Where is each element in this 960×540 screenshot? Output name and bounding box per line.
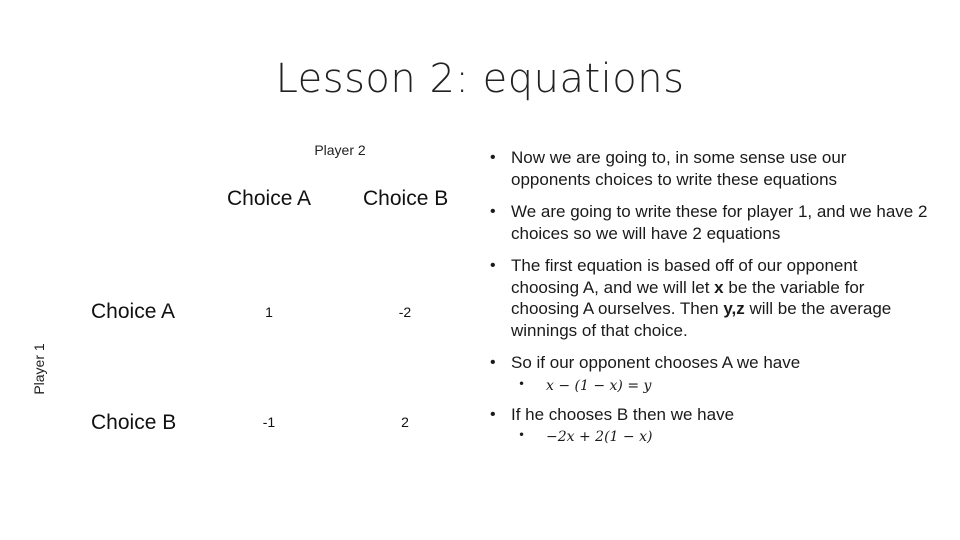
- variable-x: x: [714, 277, 724, 297]
- bullet-dot-icon: •: [518, 376, 526, 391]
- payoff-cell-ab: -2: [398, 304, 412, 320]
- bullet-dot-icon: •: [490, 354, 496, 371]
- payoff-cell-aa: 1: [265, 304, 273, 320]
- bullet-text: We are going to write these for player 1, and we have 2 choices so we will have 2 equations: [511, 202, 928, 243]
- bullet-item: [490, 201, 930, 244]
- bullet-list: [490, 147, 930, 455]
- bullet-text: will be the average winnings of that choice.: [511, 299, 892, 340]
- row-header-choice-a: Choice A: [91, 300, 176, 323]
- bullet-text: Now we are going to, in some sense use our opponents choices to write these equations: [511, 148, 847, 189]
- column-header-choice-a: Choice A: [227, 187, 312, 210]
- player1-label: Player 1: [31, 343, 47, 395]
- bullet-text: So if our opponent chooses A we have: [511, 353, 801, 372]
- bullet-dot-icon: •: [518, 428, 526, 442]
- bullet-dot-icon: •: [490, 203, 496, 220]
- equation-2: −2x + 2(1 − x): [546, 429, 653, 445]
- sub-bullet-equation: [490, 427, 930, 447]
- bullet-text: If he chooses B then we have: [511, 404, 735, 424]
- payoff-cell-ba: -1: [262, 414, 276, 430]
- bullet-item: [490, 352, 930, 374]
- bullet-item: [490, 255, 930, 341]
- bullet-item: [490, 147, 930, 190]
- bullet-dot-icon: •: [490, 149, 496, 166]
- row-header-choice-b: Choice B: [91, 411, 177, 434]
- column-header-choice-b: Choice B: [363, 187, 449, 210]
- bullet-text: be the variable for choosing A ourselves. Then: [511, 277, 865, 318]
- sub-bullet-equation: [490, 376, 930, 396]
- bullet-dot-icon: •: [490, 405, 496, 423]
- equation-1: x − (1 − x) = y: [546, 377, 652, 394]
- variable-yz: y,z: [723, 299, 745, 318]
- bullet-text: The first equation is based off of our opponent choosing A, and we will let: [511, 256, 858, 297]
- bullet-item: [490, 404, 930, 426]
- bullet-dot-icon: •: [490, 257, 496, 274]
- player2-label: Player 2: [314, 142, 366, 158]
- slide-title: Lesson 2: equations: [275, 56, 685, 102]
- payoff-cell-bb: 2: [401, 414, 409, 430]
